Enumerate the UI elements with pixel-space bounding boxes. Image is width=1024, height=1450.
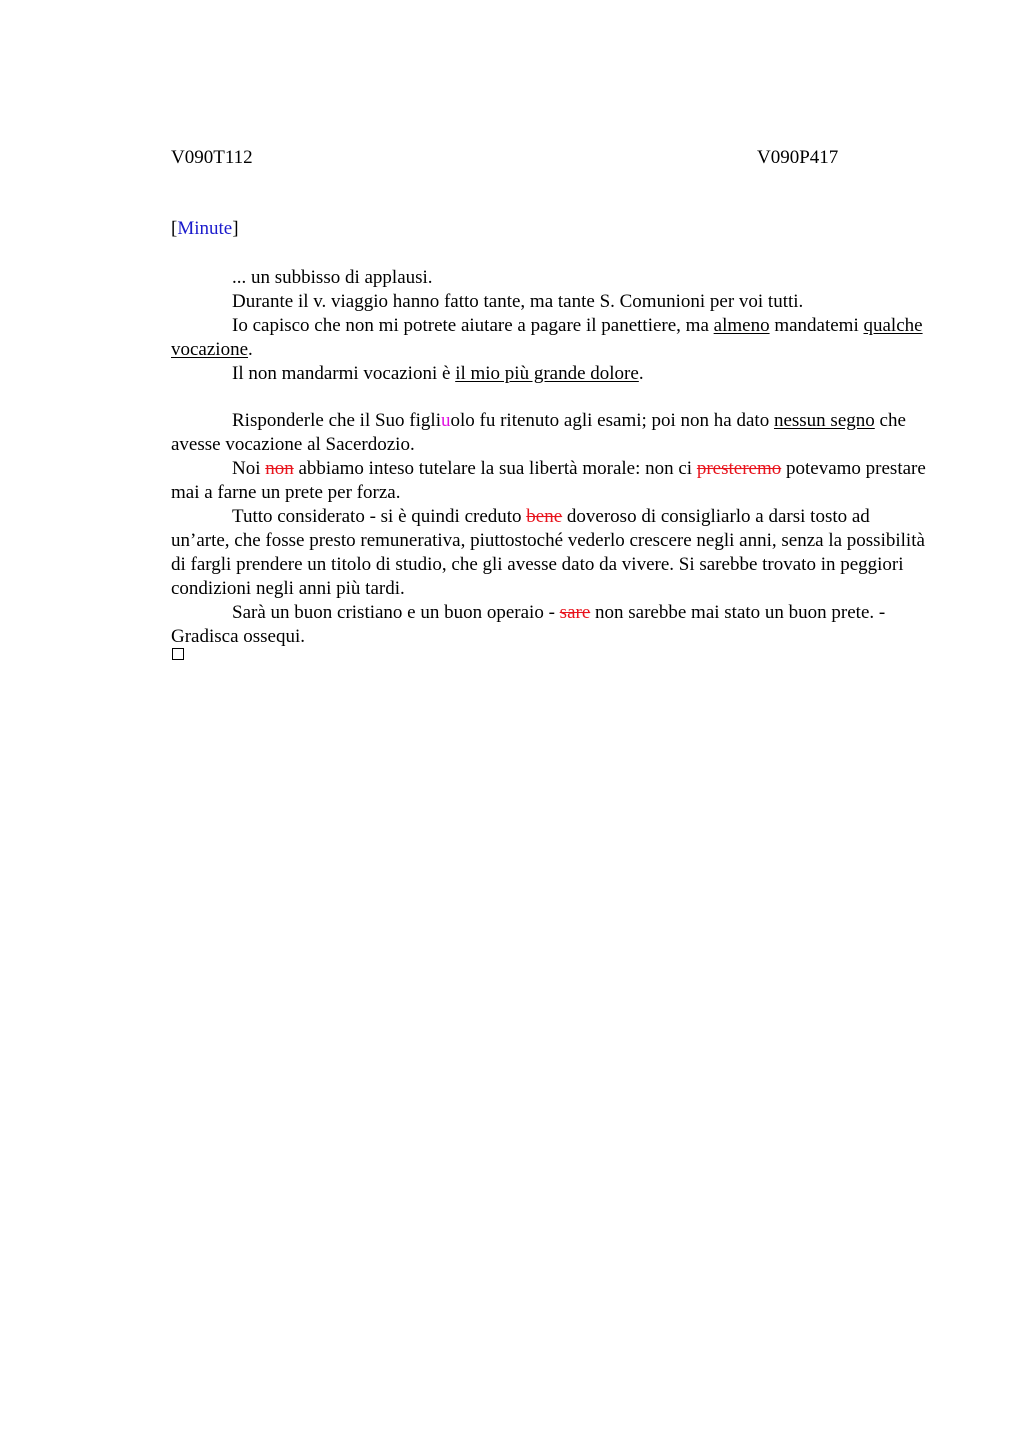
- paragraph-4-text-b: .: [638, 363, 644, 384]
- paragraph-7-text-a: Tutto considerato - si è quindi creduto: [232, 506, 527, 527]
- deleted-word-sare: sare: [559, 602, 591, 623]
- paragraph-5-text-c: che avesse vocazione al Sacerdozio.: [171, 410, 906, 455]
- document-body: [171, 266, 927, 649]
- underlined-mio-piu-grande-dolore: il mio più grande dolore: [455, 363, 639, 384]
- end-box-icon: [172, 648, 184, 660]
- paragraph-5: [171, 409, 927, 457]
- inserted-letter-u: u: [440, 410, 451, 431]
- deleted-word-bene: bene: [526, 506, 563, 527]
- paragraph-4: [171, 362, 927, 386]
- document-code-right: V090P417: [757, 147, 839, 168]
- paragraph-7-text-b: doveroso di consigliarlo a darsi tosto ad un’arte, che fosse presto remunerativa, piuttostoché vederlo crescere negli anni, senza la possibilità di fargli prendere un titolo di studio, che gli avesse dato da vivere. Si sarebbe trovato in peggiori condizioni negli anni più tardi.: [171, 506, 925, 599]
- section-label-text: Minute: [177, 218, 233, 239]
- paragraph-3-text-a: Io capisco che non mi potrete aiutare a pagare il panettiere, ma: [232, 315, 714, 336]
- paragraph-6-text-c: potevamo prestare mai a farne un prete per forza.: [171, 458, 926, 503]
- paragraph-5-text-b: olo fu ritenuto agli esami; poi non ha dato: [450, 410, 774, 431]
- paragraph-3-text-b: mandatemi: [769, 315, 864, 336]
- deleted-word-presteremo: presteremo: [696, 458, 782, 479]
- paragraph-4-text-a: Il non mandarmi vocazioni è: [232, 363, 456, 384]
- paragraph-1: ... un subbisso di applausi.: [232, 267, 433, 288]
- paragraph-8-text-a: Sarà un buon cristiano e un buon operaio -: [232, 602, 560, 623]
- underlined-almeno: almeno: [713, 315, 770, 336]
- deleted-word-non: non: [265, 458, 294, 479]
- section-open-bracket: [: [171, 218, 178, 239]
- paragraph-6-text-b: abbiamo inteso tutelare la sua libertà morale: non ci: [293, 458, 697, 479]
- paragraph-6: [171, 457, 927, 505]
- paragraph-8: [171, 601, 927, 649]
- paragraph-5-text-a: Risponderle che il Suo figli: [232, 410, 441, 431]
- underlined-qualche-vocazione: qualche vocazione: [171, 315, 923, 360]
- paragraph-8-text-b: non sarebbe mai stato un buon prete. - Gradisca ossequi.: [171, 602, 886, 647]
- paragraph-7: [171, 505, 927, 601]
- paragraph-3-text-c: .: [248, 339, 253, 360]
- section-label: [171, 218, 239, 240]
- paragraph-6-text-a: Noi: [232, 458, 266, 479]
- paragraph-gap: [171, 386, 927, 409]
- paragraph-3: [171, 314, 927, 362]
- paragraph-2: Durante il v. viaggio hanno fatto tante, ma tante S. Comunioni per voi tutti.: [232, 291, 804, 312]
- section-close-bracket: ]: [232, 218, 239, 239]
- document-code-left: V090T112: [171, 147, 253, 168]
- underlined-nessun-segno: nessun segno: [773, 410, 875, 431]
